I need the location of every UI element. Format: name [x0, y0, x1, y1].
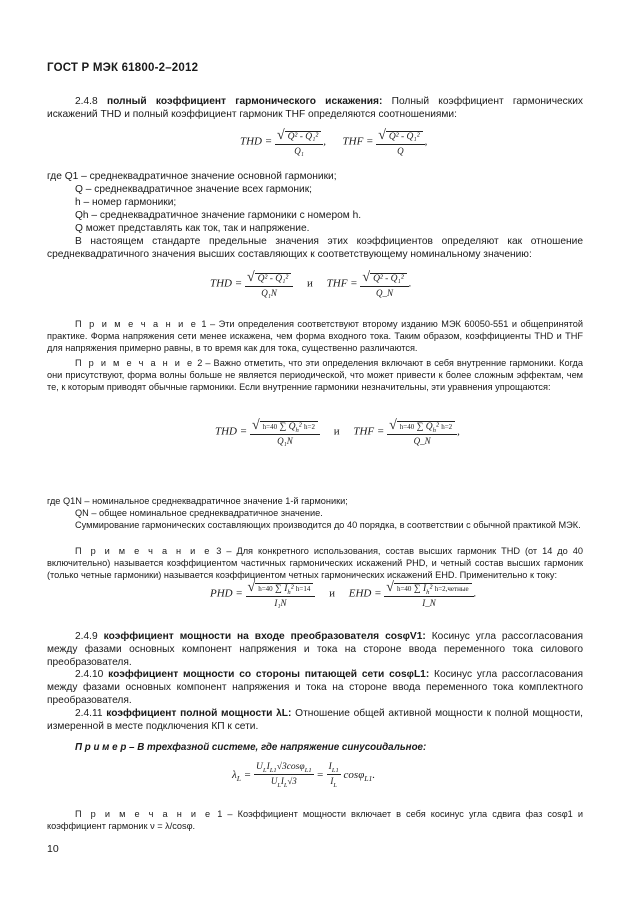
formula-phd-ehd: PHD = $\frac{√ h=40 \sum I_h^2 h=14}{\text{I₁N}}$ и EHD = $\frac{√ h=40 \sum I_h^2 h=2,четные}{I\_N}$ . — [210, 580, 477, 608]
section-number: 2.4.8 — [75, 96, 98, 107]
def-q1: где Q1 – среднеквадратичное значение основной гармоники; — [47, 171, 337, 182]
def-q: Q – среднеквадратичное значение всех гармоник; — [75, 184, 312, 195]
section-number: 2.4.11 — [75, 708, 103, 719]
note-text: 2 – Важно отметить, что эти определения включают в себя внутренние гармоники. Когда они присутствуют, форма волны больше не является периодической, что может привести к более сложным эффектам, чем те, к которым приводят обычные гармоники. Если внутренние гармоники незначительны, эти уравнения упрощаются: — [47, 358, 583, 393]
def-h: h – номер гармоники; — [75, 197, 177, 208]
and-word: и — [329, 587, 336, 600]
section-term: полный коэффициент гармонического искажения: — [106, 96, 383, 107]
section-2-4-11 — [47, 707, 583, 733]
note-1 — [47, 318, 583, 355]
section-2-4-10 — [47, 668, 583, 707]
formula-label-thf: THF = — [342, 135, 374, 148]
note-label: П р и м е ч а н и е — [75, 319, 198, 329]
section-term: коэффициент мощности на входе преобразователя cosφV1: — [103, 631, 426, 642]
formula-label-thf: THF = — [326, 277, 358, 290]
formula-lambda: $\lambda_L$ = $\frac{U_LI_{L1}√3\cos\varphi_{L1}}{U_LI_L√3}$ = $\frac{I_{L1}}{I_L}$ cosφ$_{L1}$. — [232, 762, 376, 789]
note-text: 1 – Эти определения соответствуют второму изданию МЭК 60050-551 и общепринятой практике. Форма напряжения сети менее искажена, чем форма входного тока. Таким образом, коэффициенты THD и THF для напряжения примерно равны, в то время как для тока, существенно различаются. — [47, 319, 583, 354]
formula-label-thd: THD = — [240, 135, 273, 148]
section-2-4-9 — [47, 630, 583, 669]
note-text: 1 – Коэффициент мощности включает в себя косинус угла сдвига фаз cosφ1 и коэффициент гармоник ν = λ/cosφ. — [47, 809, 583, 832]
section-text: Косинус угла рассогласования между фазами основных компонент напряжения и тока на стороне ввода переменного тока силового преобразователя. — [47, 631, 584, 668]
section-text: Отношение общей активной мощности к полной мощности, измеренной в месте подключения КП к сети. — [47, 708, 583, 732]
paragraph-limits: В настоящем стандарте предельные значения этих коэффициентов определяют как отношение среднеквадратичного значения высших составляющих к соответствующему номинальному значению: — [47, 236, 583, 260]
def-qmay: Q может представлять как ток, так и напряжение. — [75, 223, 310, 234]
section-text: Косинус угла рассогласования между фазами основных компонент напряжения и тока на стороне ввода переменного тока комплектного преобразователя. — [47, 669, 583, 706]
section-term: коэффициент мощности со стороны питающей сети cosφL1: — [108, 669, 430, 680]
document-header: ГОСТ Р МЭК 61800-2–2012 — [47, 62, 199, 74]
formula-label-thd: THD = — [215, 425, 248, 438]
formula-thd-thf-nominal: THD = $\frac{\text{√ Q² - Q₁²}}{\text{Q₁N}}$ и THF = $\frac{\text{√ Q² - Q₁²}}{Q\_N}$ . — [210, 270, 412, 298]
note-label: П р и м е ч а н и е — [75, 546, 212, 556]
def-qh: Qh – среднеквадратичное значение гармоники с номером h. — [75, 210, 362, 221]
def-q1n: где Q1N – номинальное среднеквадратичное значение 1-й гармоники; — [47, 496, 348, 506]
definitions-2 — [47, 495, 583, 532]
formula-label-thf: THF = — [353, 425, 385, 438]
section-term: коэффициент полной мощности λL: — [106, 708, 292, 719]
formula-label-thd: THD = — [210, 277, 243, 290]
page-number: 10 — [47, 843, 59, 855]
note-label: П р и м е ч а н и е — [75, 358, 195, 368]
and-word: и — [307, 277, 313, 290]
section-2-4-8 — [47, 95, 583, 121]
formula-thd-thf: THD = $\frac{\text{√ Q² - Q₁²}}{\text{Q₁}}$ , THF = $\frac{\text{√ Q² - Q₁²}}{Q}$ , — [240, 128, 428, 156]
section-number: 2.4.9 — [75, 631, 98, 642]
note-4 — [47, 808, 583, 832]
formula-sum-thd-thf: THD = $\frac{√ h=40 \sum Q_h^2 h=2}{\text{Q₁N}}$ и THF = $\frac{√ h=40 \sum Q_h^2 h=2}{Q\_N}$ , — [215, 418, 460, 446]
paragraph-summation: Суммирование гармонических составляющих производится до 40 порядка, в соответствии с обычной практикой МЭК. — [75, 520, 581, 531]
note-3 — [47, 545, 583, 582]
example-line: П р и м е р – В трехфазной системе, где напряжение синусоидальное: — [75, 742, 427, 753]
definitions-1 — [47, 170, 583, 261]
note-text: 3 – Для конкретного использования, состав высших гармоник THD (от 14 до 40 включительно) называется коэффициентом частичных гармонических искажений PHD, и четный состав высших гармоник (только четные гармоники) называется коэффициентом четных гармонических искажений EHD. Применительно к току: — [47, 546, 583, 581]
note-label: П р и м е ч а н и е — [75, 809, 213, 819]
and-word: и — [333, 425, 340, 438]
section-text: Полный коэффициент гармонических искажений THD и полный коэффициент гармоник THF определяются соотношениями: — [47, 96, 583, 120]
note-2 — [47, 357, 583, 394]
section-number: 2.4.10 — [75, 669, 104, 680]
def-qn: QN – общее номинальное среднеквадратичное значение. — [75, 508, 323, 519]
